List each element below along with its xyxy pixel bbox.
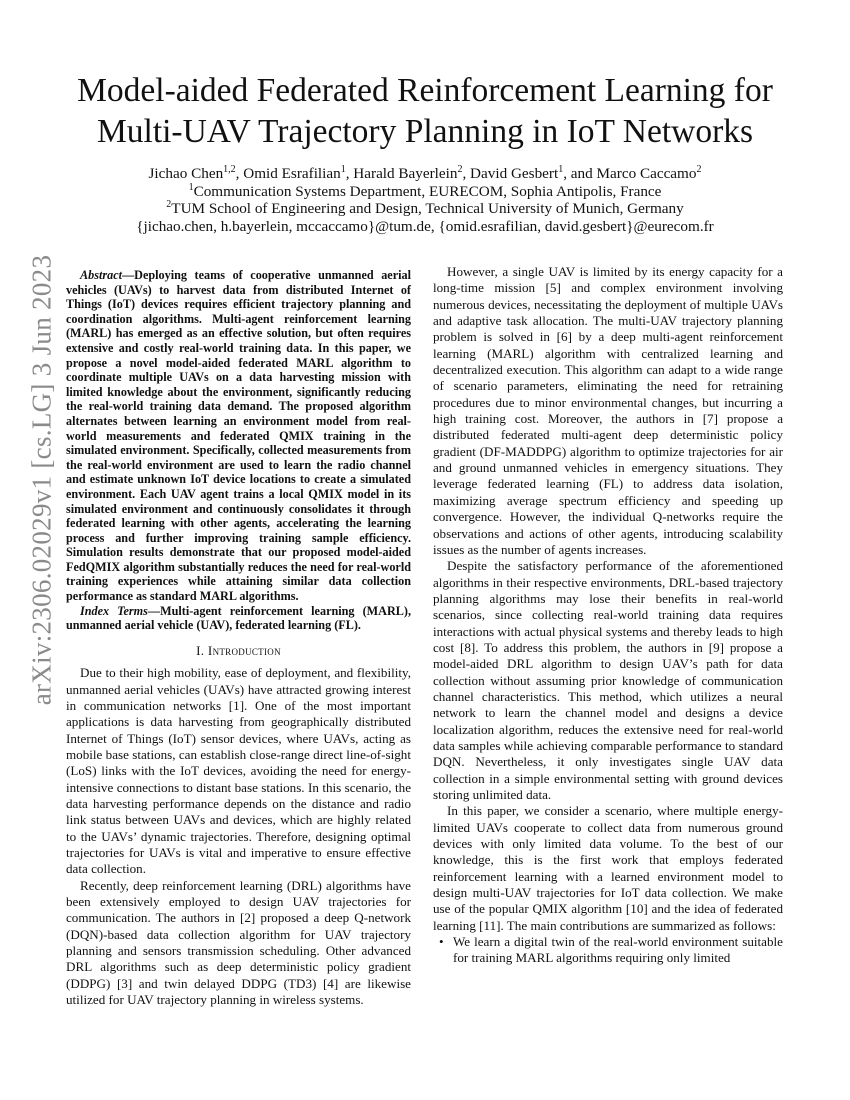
affiliation-marker: 2 [457, 163, 463, 175]
affiliation-marker: 1 [340, 163, 346, 175]
intro-paragraph-1: Due to their high mobility, ease of deployment, and flexibility, unmanned aerial vehicles (UAVs) have attracted growing interest in communication networks [1]. One of the most important applications is data harvesting from geographically distributed Internet of Things (IoT) sensor devices, where UAVs, acting as mobile base stations, can establish close-range direct line-of-sight (LoS) links with the IoT devices, avoiding the need for energy-intensive connections to distant base stations. In this scenario, the data harvesting performance depends on the distance and radio link status between UAVs and devices, which are highly related to the UAVs’ dynamic trajectories. Therefore, designing optimal trajectories for UAVs is vital and imperative to ensure effective data collection. [66, 665, 411, 877]
affiliation-marker: 2 [696, 163, 702, 175]
intro-paragraph-3: However, a single UAV is limited by its energy capacity for a long-time mission [5] and complex environment involving numerous devices, necessitating the deployment of multiple UAVs and adaptive task allocation. The multi-UAV trajectory planning problem is solved in [6] by a deep multi-agent reinforcement learning (MARL) algorithm with centralized learning and decentralized execution. This algorithm can adapt to a wide range of scenario parameters, eliminating the need for retraining procedures due to minor environmental changes, but incurring a high training cost. Moreover, the authors in [7] propose a distributed federated multi-agent deep deterministic policy gradient (DF-MADDPG) algorithm to optimize trajectories for air and ground unmanned vehicles in emergency situations. They leverage federated learning (FL) to address data isolation, maximizing average spectrum efficiency and speeding up convergence. However, the individual Q-networks require the observations and actions of other agents, introducing scalability issues as the number of agents increases. [433, 264, 783, 557]
affiliation-marker: 1 [558, 163, 564, 175]
section-heading [66, 643, 411, 659]
right-column [433, 264, 783, 967]
title-line-2: Multi-UAV Trajectory Planning in IoT Networks [96, 113, 754, 150]
abstract [66, 268, 411, 604]
left-column [66, 268, 411, 1008]
author-emails: {jichao.chen, h.bayerlein, mccaccamo}@tum.de, {omid.esrafilian, david.gesbert}@eurecom.fr [136, 217, 714, 235]
affiliation-1 [60, 183, 790, 201]
section-title: Introduction [207, 642, 281, 658]
intro-paragraph-5: In this paper, we consider a scenario, where multiple energy-limited UAVs cooperate to collect data from numerous ground devices with only limited data volume. To the best of our knowledge, this is the first work that employs federated reinforcement learning with a learned environment model to design multi-UAV trajectories for IoT data collection. We make use of the popular QMIX algorithm [10] and the idea of federated learning [11]. The main contributions are summarized as follows: [433, 803, 783, 933]
author-list [60, 165, 790, 183]
affiliation-text: TUM School of Engineering and Design, Technical University of Munich, Germany [171, 200, 684, 217]
section-numeral: I. [196, 642, 208, 658]
author-name: , David Gesbert [462, 165, 559, 182]
index-terms [66, 604, 411, 633]
paper-title [60, 70, 790, 152]
affiliation-text: Communication Systems Department, EURECOM, Sophia Antipolis, France [193, 182, 662, 200]
intro-paragraph-2: Recently, deep reinforcement learning (DRL) algorithms have been extensively employed to design UAV trajectories for communication. The authors in [2] proposed a deep Q-network (DQN)-based data collection algorithm for UAV trajectory planning and sensors transmission scheduling. Other advanced DRL algorithms such as deep deterministic policy gradient (DDPG) [3] and twin delayed DDPG (TD3) [4] are likewise utilized for UAV trajectory planning in wireless systems. [66, 877, 411, 1008]
author-name: , Harald Bayerlein [345, 165, 458, 182]
arxiv-watermark [22, 254, 62, 706]
abstract-label: Abstract [80, 268, 122, 282]
intro-paragraph-4: Despite the satisfactory performance of the aforementioned algorithms in their respective environments, DRL-based trajectory planning algorithms may lose their benefits in real-world scenarios, since collecting real-world training data requires interactions with actual physical systems and thereby leads to high cost [8]. To address this problem, the authors in [9] propose a model-aided DRL algorithm to design UAV’s path for data collection without assuming prior knowledge of communication channel characteristics. This method, which utilizes a neural network to learn the channel model and designs a device localization algorithm, reduces the extensive need for real-world data samples while achieving comparable performance to standard DQN. Nevertheless, it only investigates single UAV data collection in a simple environmental setting with ground devices storing unlimited data. [433, 558, 783, 802]
contributions-list [433, 934, 783, 967]
abstract-text: —Deploying teams of cooperative unmanned aerial vehicles (UAVs) to harvest data from distributed Internet of Things (IoT) devices requires efficient trajectory planning and coordination algorithms. Multi-agent reinforcement learning (MARL) has emerged as an effective solution, but often requires extensive and costly real-world training data. In this paper, we propose a novel model-aided federated MARL algorithm to coordinate multiple UAVs on a data harvesting mission with limited knowledge about the environment, significantly reducing the real-world training data demand. The proposed algorithm alternates between learning an environment model from real-world measurements and federated QMIX training in the simulated environment. Specifically, collected measurements from the real-world environment are used to learn the radio channel and estimate unknown IoT device locations to create a simulated environment. Each UAV agent trains a local QMIX model in its simulated environment and continuously consolidates it through federated learning with other agents, accelerating the learning process and further improving training sample efficiency. Simulation results demonstrate that our proposed model-aided FedQMIX algorithm substantially reduces the need for real-world training experiences while attaining similar data collection performance as standard MARL algorithms. [66, 268, 411, 604]
index-terms-label: Index Terms [80, 603, 148, 618]
affiliation-marker: 2 [166, 198, 172, 210]
author-name: , and Marco Caccamo [563, 165, 697, 182]
arxiv-identifier: arXiv:2306.02029v1 [cs.LG] 3 Jun 2023 [26, 254, 57, 706]
author-block [60, 165, 790, 235]
affiliation-2 [60, 200, 790, 218]
affiliation-marker: 1,2 [223, 163, 236, 175]
title-line-1: Model-aided Federated Reinforcement Learning for [77, 72, 773, 109]
author-name: Jichao Chen [148, 165, 224, 182]
author-name: , Omid Esrafilian [235, 165, 341, 182]
affiliation-marker: 1 [188, 181, 194, 193]
contribution-item: • We learn a digital twin of the real-world environment suitable for training MARL algorithms requiring only limited [433, 934, 783, 967]
index-terms-text: —Multi-agent reinforcement learning (MARL), unmanned aerial vehicle (UAV), federated learning (FL). [66, 603, 411, 633]
